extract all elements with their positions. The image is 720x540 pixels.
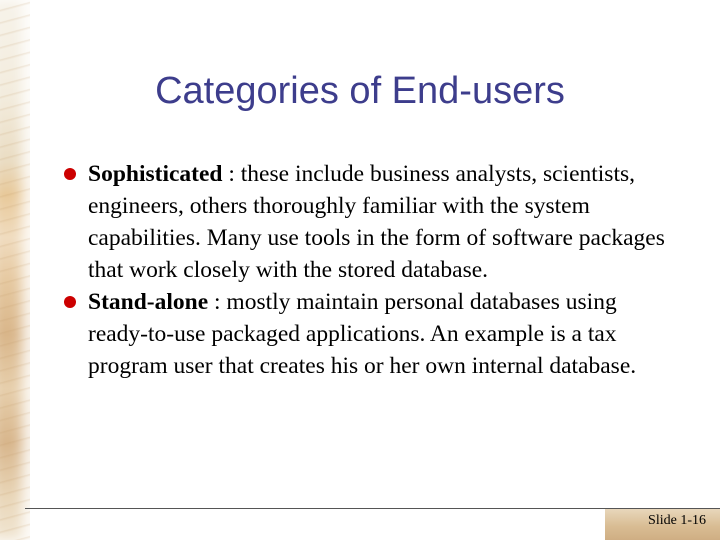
bullet-term: Sophisticated — [88, 161, 223, 187]
bullet-list — [60, 158, 680, 382]
slide-title — [0, 70, 720, 113]
slide-title-text: Categories of End-users — [155, 70, 565, 112]
bullet-term: Stand-alone — [88, 289, 209, 315]
bullet-item-sophisticated — [60, 158, 680, 286]
bullet-dot-icon — [64, 168, 76, 180]
bullet-text: : these include business analysts, scientists, engineers, others thoroughly familiar with the system capabilities. Many use tools in the form of software packages that work closely with the stored database. — [88, 161, 665, 283]
bullet-item-stand-alone — [60, 286, 680, 382]
bullet-text: : mostly maintain personal databases using ready-to-use packaged applications. An example is a tax program user that creates his or her own internal database. — [88, 289, 637, 379]
slide-number: Slide 1-16 — [648, 513, 706, 528]
bullet-dot-icon — [64, 296, 76, 308]
